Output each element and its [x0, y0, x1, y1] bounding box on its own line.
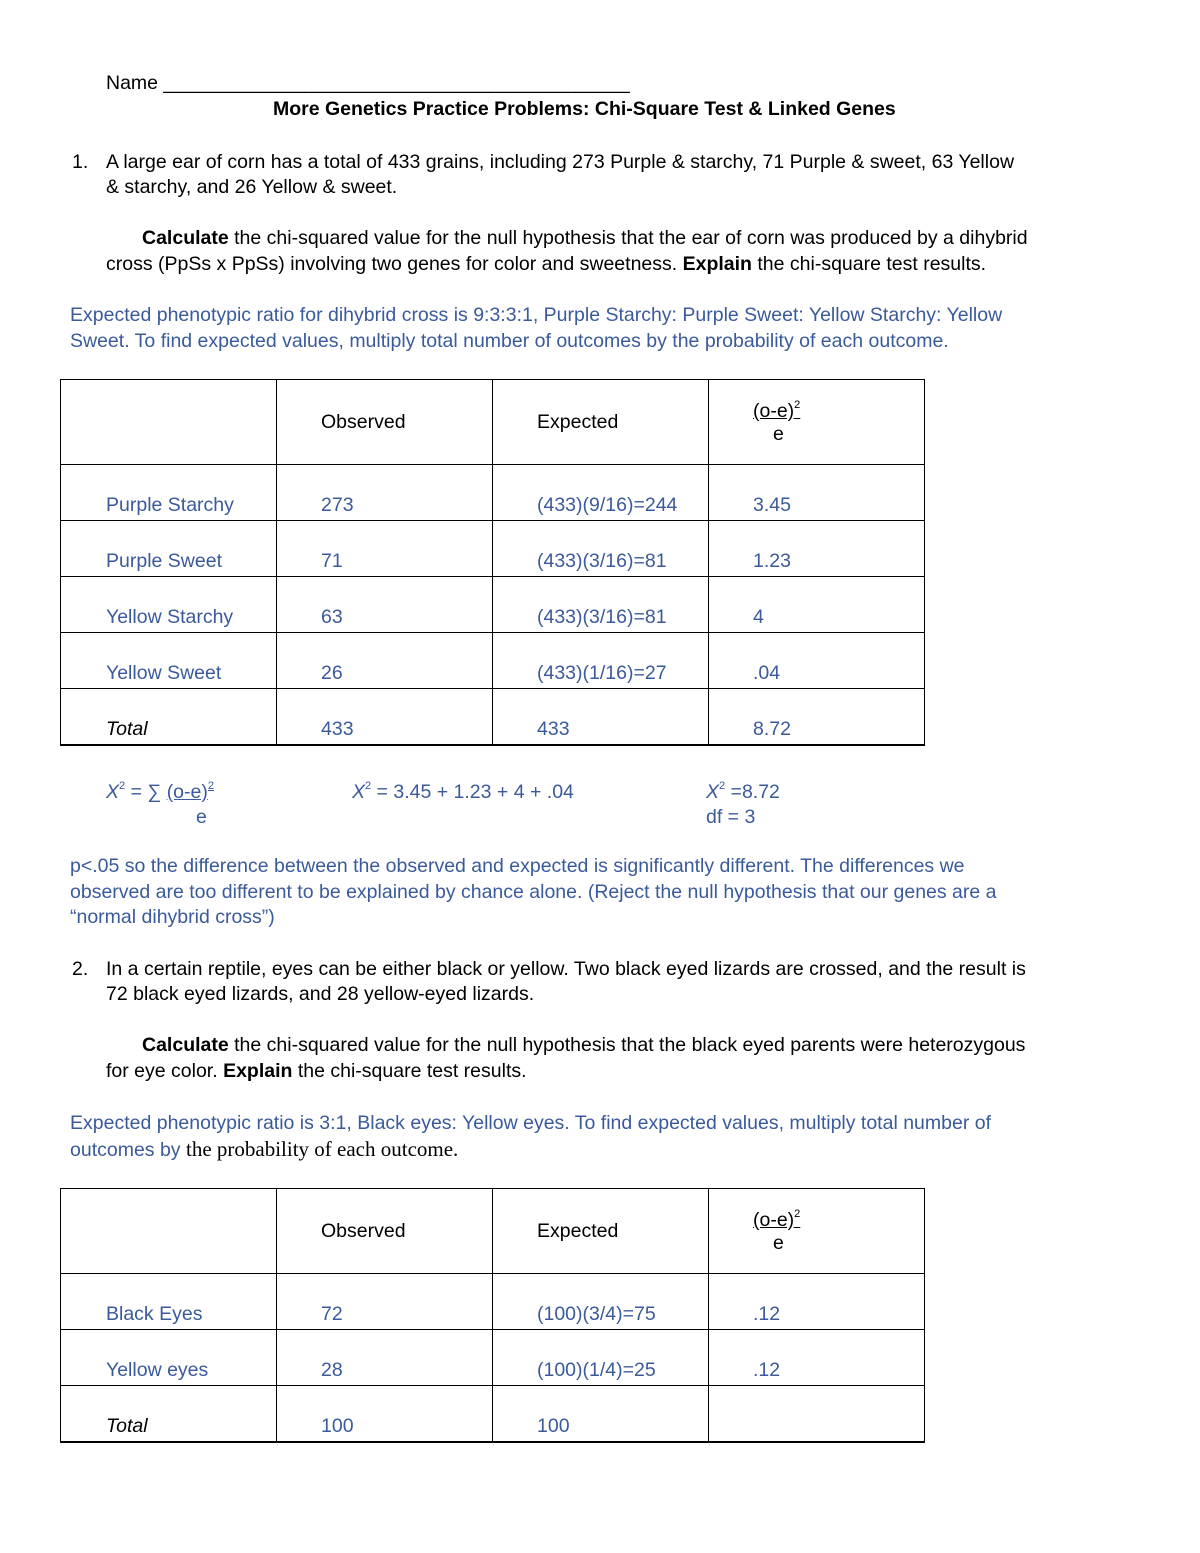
- table-row: Purple Sweet 71 (433)(3/16)=81 1.23: [61, 521, 925, 577]
- q2-text-line1: In a certain reptile, eyes can be either black or yellow. Two black eyed lizards are crossed, and the result is: [106, 958, 1026, 980]
- q1-conclusion-line3: “normal dihybrid cross”): [70, 906, 275, 928]
- table-total-row: Total 433 433 8.72: [61, 689, 925, 746]
- chi-square-formula: $X^2$ = ∑ $(o-e)^2$: [106, 780, 214, 803]
- q2-answer-line1: Expected phenotypic ratio is 3:1, Black eyes: Yellow eyes. To find expected values, multiply total number of: [70, 1112, 991, 1134]
- header-expected: Expected: [493, 1189, 709, 1274]
- q1-calc-line1: Calculate the chi-squared value for the null hypothesis that the ear of corn was produced by a dihybrid: [142, 227, 1028, 249]
- table-row: Purple Starchy 273 (433)(9/16)=244 3.45: [61, 465, 925, 521]
- table-row: Yellow Starchy 63 (433)(3/16)=81 4: [61, 577, 925, 633]
- page-title: More Genetics Practice Problems: Chi-Square Test & Linked Genes: [273, 98, 896, 120]
- table-total-row: Total 100 100: [61, 1386, 925, 1443]
- header-oe-formula: $(o-e)^2$ e: [709, 380, 925, 465]
- q2-calc-line1: Calculate the chi-squared value for the null hypothesis that the black eyed parents were heterozygous: [142, 1034, 1026, 1056]
- header-expected: Expected: [493, 380, 709, 465]
- explain-keyword: Explain: [682, 253, 752, 275]
- header-observed: Observed: [277, 1189, 493, 1274]
- q2-text-line2: 72 black eyed lizards, and 28 yellow-eyed lizards.: [106, 983, 535, 1005]
- q1-text-line2: & starchy, and 26 Yellow & sweet.: [106, 176, 398, 198]
- chi-square-calculation: $X^2 = 3.45 + 1.23 + 4 + .04$: [352, 780, 574, 803]
- q1-conclusion-line2: observed are too different to be explained by chance alone. (Reject the null hypothesis that our genes are a: [70, 881, 997, 903]
- q1-text-line1: A large ear of corn has a total of 433 grains, including 273 Purple & starchy, 71 Purple & sweet, 63 Yellow: [106, 151, 1015, 173]
- q1-calc-line2: cross (PpSs x PpSs) involving two genes for color and sweetness. Explain the chi-square test results.: [106, 253, 987, 275]
- table-row: Yellow eyes 28 (100)(1/4)=25 .12: [61, 1330, 925, 1386]
- header-empty-cell: [61, 1189, 277, 1274]
- q1-answer-line1: Expected phenotypic ratio for dihybrid cross is 9:3:3:1, Purple Starchy: Purple Sweet: Yellow Starchy: Yellow: [70, 304, 1003, 326]
- q2-answer-line2: outcomes by the probability of each outcome.: [70, 1137, 459, 1161]
- degrees-of-freedom: df = 3: [706, 806, 756, 828]
- q2-number: 2.: [72, 958, 89, 980]
- q1-number: 1.: [72, 151, 89, 173]
- q1-conclusion-line1: p<.05 so the difference between the observed and expected is significantly different. The differences we: [70, 855, 965, 877]
- q1-answer-line2: Sweet. To find expected values, multiply total number of outcomes by the probability of each outcome.: [70, 330, 949, 352]
- table-header-row: [61, 380, 925, 465]
- q2-calc-line2: for eye color. Explain the chi-square test results.: [106, 1060, 527, 1082]
- header-observed: Observed: [277, 380, 493, 465]
- q2-chi-square-table: [60, 1188, 925, 1443]
- formula-denominator: e: [196, 806, 207, 828]
- header-oe-formula: $(o-e)^2$ e: [709, 1189, 925, 1274]
- table-row: Black Eyes 72 (100)(3/4)=75 .12: [61, 1274, 925, 1330]
- calculate-keyword: Calculate: [142, 227, 229, 249]
- name-field-label: Name ___________________________________________: [106, 72, 630, 94]
- table-row: Yellow Sweet 26 (433)(1/16)=27 .04: [61, 633, 925, 689]
- table-header-row: [61, 1189, 925, 1274]
- explain-keyword: Explain: [223, 1060, 293, 1082]
- calculate-keyword: Calculate: [142, 1034, 229, 1056]
- header-empty-cell: [61, 380, 277, 465]
- chi-square-result: $X^2 =8.72$: [706, 780, 780, 803]
- q1-chi-square-table: [60, 379, 925, 746]
